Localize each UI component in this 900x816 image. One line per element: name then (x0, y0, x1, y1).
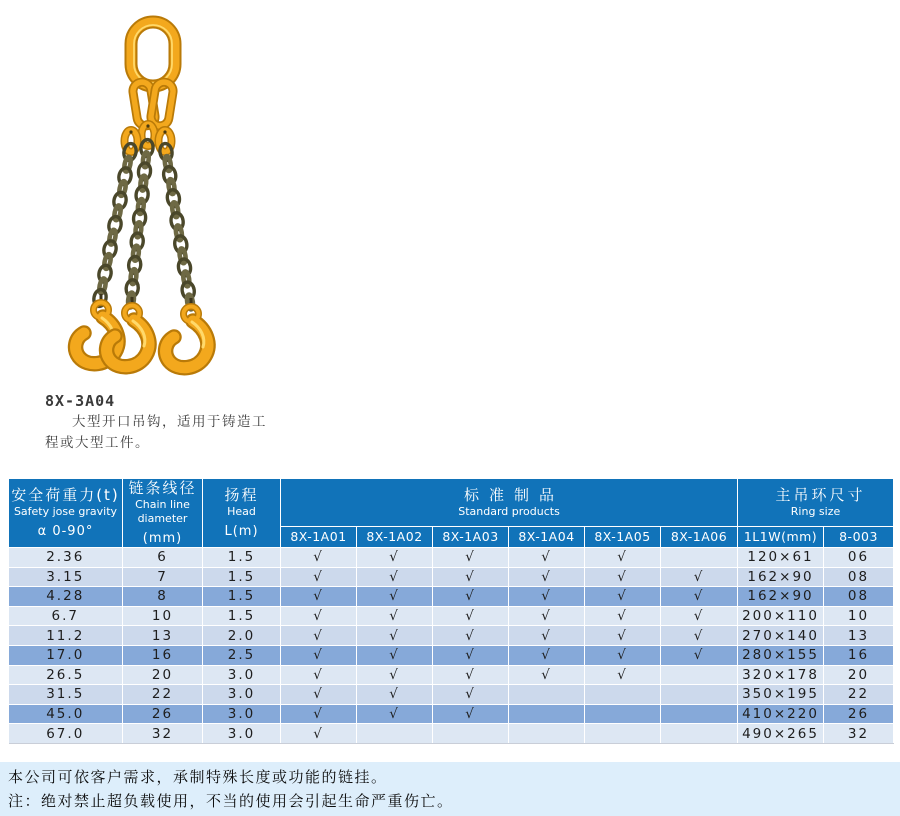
ring-code-cell: 10 (824, 606, 894, 626)
chain-sling-illustration (30, 2, 270, 392)
check-1a01: √ (281, 606, 357, 626)
open-hooks (76, 294, 208, 368)
check-1a04: √ (509, 587, 585, 607)
load-cell: 45.0 (9, 704, 123, 724)
table-row (9, 665, 894, 685)
check-1a02: √ (357, 548, 433, 568)
check-1a06 (661, 665, 738, 685)
note-line-custom-order: 本公司可依客户需求，承制特殊长度或功能的链挂。 (8, 768, 388, 786)
ring-code-cell: 20 (824, 665, 894, 685)
check-1a05 (585, 704, 661, 724)
diameter-cell: 13 (123, 626, 203, 646)
check-1a02 (357, 724, 433, 744)
check-1a01: √ (281, 724, 357, 744)
subheader-ring-dims: 1L1W(mm) (738, 526, 824, 547)
load-cell: 11.2 (9, 626, 123, 646)
diameter-cell: 6 (123, 548, 203, 568)
product-model: 8X-3A04 (45, 392, 116, 410)
check-1a04 (509, 685, 585, 705)
check-1a03: √ (433, 626, 509, 646)
check-1a05: √ (585, 665, 661, 685)
diameter-cell: 22 (123, 685, 203, 705)
diameter-cell: 8 (123, 587, 203, 607)
check-1a06: √ (661, 606, 738, 626)
check-1a03: √ (433, 645, 509, 665)
head-cell: 3.0 (203, 724, 281, 744)
table-row (9, 645, 894, 665)
ring-size-cell: 320×178 (738, 665, 824, 685)
load-cell: 3.15 (9, 567, 123, 587)
load-cell: 17.0 (9, 645, 123, 665)
notes-area (0, 762, 900, 816)
check-1a01: √ (281, 685, 357, 705)
check-1a03: √ (433, 548, 509, 568)
check-1a04: √ (509, 606, 585, 626)
check-1a04: √ (509, 665, 585, 685)
subheader-model-1a03: 8X-1A03 (433, 526, 509, 547)
subheader-model-1a06: 8X-1A06 (661, 526, 738, 547)
check-1a02: √ (357, 606, 433, 626)
ring-code-cell: 16 (824, 645, 894, 665)
subheader-model-1a01: 8X-1A01 (281, 526, 357, 547)
load-cell: 2.36 (9, 548, 123, 568)
diameter-cell: 10 (123, 606, 203, 626)
table-row (9, 587, 894, 607)
product-description: 大型开口吊钩，适用于铸造工程或大型工件。 (45, 414, 267, 451)
check-1a02: √ (357, 685, 433, 705)
check-1a01: √ (281, 665, 357, 685)
check-1a03 (433, 724, 509, 744)
table-row (9, 724, 894, 744)
ring-code-cell: 13 (824, 626, 894, 646)
check-1a06: √ (661, 626, 738, 646)
load-cell: 4.28 (9, 587, 123, 607)
table-row (9, 548, 894, 568)
ring-size-cell: 162×90 (738, 567, 824, 587)
spec-table (8, 478, 894, 744)
check-1a03: √ (433, 685, 509, 705)
check-1a01: √ (281, 645, 357, 665)
diameter-cell: 16 (123, 645, 203, 665)
ring-size-cell: 350×195 (738, 685, 824, 705)
chain-legs (92, 139, 195, 310)
head-cell: 2.0 (203, 626, 281, 646)
ring-code-cell: 22 (824, 685, 894, 705)
check-1a01: √ (281, 704, 357, 724)
check-1a01: √ (281, 567, 357, 587)
head-cell: 1.5 (203, 606, 281, 626)
table-row (9, 685, 894, 705)
check-1a04 (509, 724, 585, 744)
check-1a04: √ (509, 548, 585, 568)
head-cell: 3.0 (203, 685, 281, 705)
check-1a03: √ (433, 665, 509, 685)
spec-table-wrap (8, 478, 894, 744)
check-1a05: √ (585, 626, 661, 646)
ring-size-cell: 200×110 (738, 606, 824, 626)
check-1a01: √ (281, 626, 357, 646)
col-header-chain-diameter: 链条线径 Chain line diameter (mm) (123, 479, 203, 548)
check-1a06: √ (661, 567, 738, 587)
check-1a04: √ (509, 567, 585, 587)
ring-size-cell: 410×220 (738, 704, 824, 724)
ring-code-cell: 26 (824, 704, 894, 724)
subheader-model-1a02: 8X-1A02 (357, 526, 433, 547)
check-1a02: √ (357, 626, 433, 646)
load-cell: 67.0 (9, 724, 123, 744)
check-1a01: √ (281, 548, 357, 568)
check-1a04 (509, 704, 585, 724)
ring-size-cell: 490×265 (738, 724, 824, 744)
group-header-ring-size: 主吊环尺寸 Ring size (738, 479, 894, 527)
ring-code-cell: 08 (824, 587, 894, 607)
ring-size-cell: 162×90 (738, 587, 824, 607)
subheader-model-1a04: 8X-1A04 (509, 526, 585, 547)
check-1a03: √ (433, 704, 509, 724)
head-cell: 3.0 (203, 665, 281, 685)
hook-icon (107, 297, 149, 367)
check-1a05: √ (585, 567, 661, 587)
master-ring (131, 22, 175, 86)
check-1a05 (585, 685, 661, 705)
head-cell: 1.5 (203, 587, 281, 607)
diameter-cell: 26 (123, 704, 203, 724)
check-1a06 (661, 724, 738, 744)
subheader-ring-code: 8-003 (824, 526, 894, 547)
subheader-model-1a05: 8X-1A05 (585, 526, 661, 547)
table-row (9, 626, 894, 646)
check-1a04: √ (509, 645, 585, 665)
ring-code-cell: 08 (824, 567, 894, 587)
head-cell: 1.5 (203, 567, 281, 587)
check-1a06 (661, 548, 738, 568)
load-cell: 26.5 (9, 665, 123, 685)
table-row (9, 606, 894, 626)
head-cell: 2.5 (203, 645, 281, 665)
check-1a05: √ (585, 548, 661, 568)
col-header-safety-load: 安全荷重力(t) Safety jose gravity α 0-90° (9, 479, 123, 548)
intermediate-links (132, 81, 175, 127)
check-1a02: √ (357, 567, 433, 587)
check-1a06: √ (661, 587, 738, 607)
check-1a01: √ (281, 587, 357, 607)
head-cell: 3.0 (203, 704, 281, 724)
check-1a05: √ (585, 587, 661, 607)
check-1a06 (661, 704, 738, 724)
check-1a06: √ (661, 645, 738, 665)
table-row (9, 567, 894, 587)
table-row (9, 704, 894, 724)
ring-code-cell: 06 (824, 548, 894, 568)
load-cell: 6.7 (9, 606, 123, 626)
check-1a02: √ (357, 645, 433, 665)
diameter-cell: 32 (123, 724, 203, 744)
check-1a02: √ (357, 587, 433, 607)
diameter-cell: 7 (123, 567, 203, 587)
ring-size-cell: 120×61 (738, 548, 824, 568)
check-1a05 (585, 724, 661, 744)
check-1a02: √ (357, 704, 433, 724)
head-cell: 1.5 (203, 548, 281, 568)
load-cell: 31.5 (9, 685, 123, 705)
check-1a02: √ (357, 665, 433, 685)
check-1a05: √ (585, 606, 661, 626)
hook-icon (166, 298, 208, 368)
check-1a03: √ (433, 567, 509, 587)
ring-size-cell: 270×140 (738, 626, 824, 646)
ring-size-cell: 280×155 (738, 645, 824, 665)
check-1a05: √ (585, 645, 661, 665)
ring-code-cell: 32 (824, 724, 894, 744)
check-1a06 (661, 685, 738, 705)
note-line-warning: 注：绝对禁止超负载使用，不当的使用会引起生命严重伤亡。 (8, 792, 454, 810)
check-1a03: √ (433, 606, 509, 626)
check-1a03: √ (433, 587, 509, 607)
col-header-head-length: 扬程 Head L(m) (203, 479, 281, 548)
check-1a04: √ (509, 626, 585, 646)
diameter-cell: 20 (123, 665, 203, 685)
group-header-standard-products: 标准制品 Standard products (281, 479, 738, 527)
